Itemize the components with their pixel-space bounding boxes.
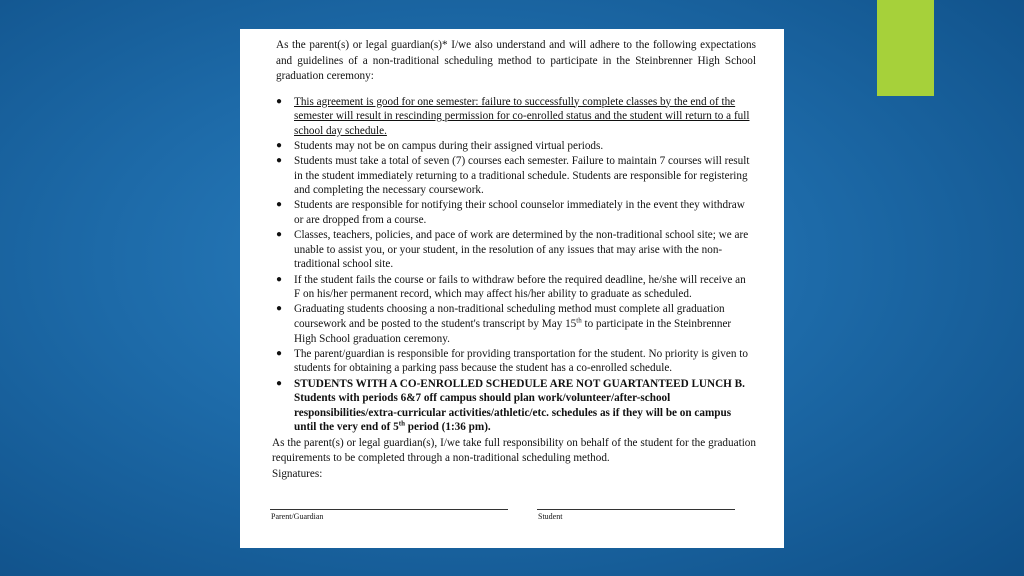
- list-item-text: The parent/guardian is responsible for providing transportation for the student. No priority is given to students for obtaining a parking pass because the student has a co-enrolled schedule.: [294, 347, 748, 375]
- parent-guardian-label: Parent/Guardian: [271, 512, 324, 521]
- list-item-text: to participate in the Steinbrenner High School graduation ceremony.: [294, 317, 732, 345]
- guidelines-list: [272, 95, 756, 435]
- lunch-warning-text: STUDENTS WITH A CO-ENROLLED SCHEDULE ARE NOT GUARTANTEED LUNCH B. Students with periods 6&7 off campus should plan work/volunteer/after-school responsibilities/extra-curricular activities/athletic/etc. schedules as if they will be on campus until the very end of 5: [294, 377, 745, 434]
- list-item: [272, 198, 756, 227]
- bullet-icon: ●: [276, 155, 283, 167]
- list-item-text: Graduating students choosing a non-traditional scheduling method must complete all graduation coursework and be posted to the student's transcript by May 15: [294, 303, 725, 330]
- superscript: th: [398, 419, 405, 428]
- intro-paragraph: As the parent(s) or legal guardian(s)* I/we also understand and will adhere to the following expectations and guidelines of a non-traditional scheduling method to participate in the Steinbrenner High School graduation ceremony:: [276, 39, 756, 82]
- superscript: th: [576, 316, 582, 325]
- list-item: [272, 139, 756, 154]
- student-label: Student: [538, 512, 563, 521]
- bullet-icon: ●: [276, 199, 283, 211]
- bullet-icon: ●: [276, 347, 283, 359]
- student-signature-line: [537, 509, 735, 510]
- signatures-label: Signatures:: [272, 467, 323, 480]
- list-item-text: period (1:36 pm).: [404, 421, 491, 434]
- list-item: [272, 347, 756, 376]
- list-item-text: Students are responsible for notifying their school counselor immediately in the event they withdraw or are dropped from a course.: [294, 199, 745, 227]
- list-item: [272, 377, 756, 435]
- list-item: [272, 154, 756, 198]
- list-item: [272, 302, 756, 346]
- bullet-icon: ●: [276, 273, 283, 285]
- list-item-text: Students must take a total of seven (7) courses each semester. Failure to maintain 7 courses will result in the student immediately returning to a traditional schedule. Students are responsible for registering and completing the necessary coursework.: [294, 155, 750, 197]
- list-item: [272, 228, 756, 272]
- list-item-text: If the student fails the course or fails to withdraw before the required deadline, he/she will receive an F on his/her permanent record, which may affect his/her ability to graduate as scheduled.: [294, 273, 746, 301]
- bullet-icon: ●: [276, 95, 283, 107]
- list-item: [272, 95, 756, 139]
- agreement-term-text: This agreement is good for one semester: failure to successfully complete classes by the end of the semester will result in rescinding permission for co-enrolled status and the student will return to a full school day schedule.: [294, 95, 750, 137]
- accent-bar: [877, 0, 934, 96]
- list-item-text: Students may not be on campus during their assigned virtual periods.: [294, 139, 604, 152]
- bullet-icon: ●: [276, 139, 283, 151]
- list-item: [272, 273, 756, 302]
- bullet-icon: ●: [276, 303, 283, 315]
- parent-signature-line: [270, 509, 508, 510]
- list-item-text: Classes, teachers, policies, and pace of work are determined by the non-traditional school site; we are unable to assist you, or your student, in the resolution of any issues that may arise with the non-traditional school site.: [294, 229, 749, 271]
- bullet-icon: ●: [276, 377, 283, 389]
- closing-paragraph: As the parent(s) or legal guardian(s), I/we take full responsibility on behalf of the student for the graduation requirements to be completed through a non-traditional scheduling method.: [272, 436, 756, 464]
- bullet-icon: ●: [276, 229, 283, 241]
- document-page: [240, 29, 784, 548]
